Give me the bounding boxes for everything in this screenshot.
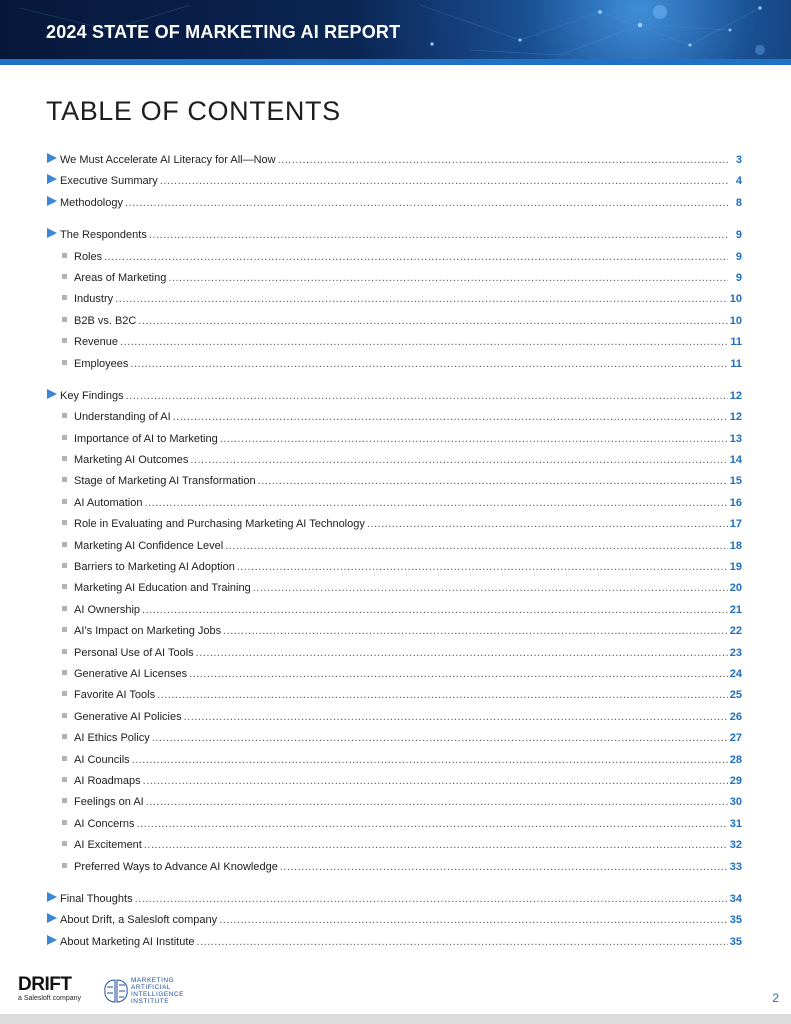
toc-page-number: 16	[729, 496, 742, 509]
toc-label: Areas of Marketing	[74, 271, 167, 284]
square-bullet-icon	[46, 357, 74, 367]
toc-label: Stage of Marketing AI Transformation	[74, 475, 256, 488]
dot-leader	[125, 193, 728, 214]
toc-label: Generative AI Policies	[74, 710, 182, 723]
toc-entry[interactable]	[46, 193, 742, 214]
page-title: TABLE OF CONTENTS	[46, 96, 341, 126]
toc-page-number: 9	[735, 250, 742, 263]
square-bullet-icon	[46, 453, 74, 463]
toc-subentry[interactable]	[46, 247, 742, 268]
drift-tagline: a Salesloft company	[18, 995, 82, 1002]
square-bullet-icon	[46, 292, 74, 302]
toc-subentry[interactable]	[46, 471, 742, 492]
toc-subentry[interactable]	[46, 728, 742, 749]
dot-leader	[146, 792, 728, 813]
dot-leader	[120, 332, 728, 353]
toc-subentry[interactable]	[46, 429, 742, 450]
toc-label: AI’s Impact on Marketing Jobs	[74, 625, 222, 638]
mai-logo-text: MARKETING ARTIFICIAL INTELLIGENCE INSTITUTE	[131, 977, 184, 1005]
dot-leader	[253, 578, 728, 599]
dot-leader	[173, 407, 728, 428]
toc-page-number: 19	[729, 561, 742, 574]
header-stripe	[0, 59, 791, 65]
toc-subentry[interactable]	[46, 792, 742, 813]
toc-page-number: 22	[729, 625, 742, 638]
dot-leader	[220, 429, 728, 450]
toc-subentry[interactable]	[46, 354, 742, 375]
square-bullet-icon	[46, 432, 74, 442]
dot-leader	[149, 225, 728, 246]
toc-label: Employees	[74, 357, 129, 370]
square-bullet-icon	[46, 603, 74, 613]
dot-leader	[130, 354, 728, 375]
toc-page-number: 23	[729, 646, 742, 659]
toc-label: Revenue	[74, 336, 119, 349]
toc-label: AI Ethics Policy	[74, 732, 150, 745]
dot-leader	[135, 889, 728, 910]
toc-subentry[interactable]	[46, 750, 742, 771]
toc-label: AI Automation	[74, 496, 143, 509]
toc-page-number: 30	[729, 796, 742, 809]
toc-page-number: 8	[735, 196, 742, 209]
toc-label: Marketing AI Confidence Level	[74, 539, 224, 552]
triangle-bullet-icon	[46, 174, 60, 184]
square-bullet-icon	[46, 474, 74, 484]
toc-label: AI Excitement	[74, 839, 142, 852]
toc-subentry[interactable]	[46, 332, 742, 353]
toc-subentry[interactable]	[46, 268, 742, 289]
toc-label: Understanding of AI	[74, 411, 171, 424]
toc-subentry[interactable]	[46, 600, 742, 621]
toc-page-number: 15	[729, 475, 742, 488]
square-bullet-icon	[46, 860, 74, 870]
toc-subentry[interactable]	[46, 557, 742, 578]
toc-label: Preferred Ways to Advance AI Knowledge	[74, 860, 278, 873]
toc-page-number: 10	[729, 293, 742, 306]
dot-leader	[258, 471, 728, 492]
triangle-bullet-icon	[46, 228, 60, 238]
toc-label: Importance of AI to Marketing	[74, 432, 218, 445]
toc-page-number: 11	[730, 336, 742, 349]
toc-page-number: 31	[729, 817, 742, 830]
toc-label: B2B vs. B2C	[74, 314, 137, 327]
dot-leader	[152, 728, 728, 749]
triangle-bullet-icon	[46, 153, 60, 163]
square-bullet-icon	[46, 710, 74, 720]
toc-subentry[interactable]	[46, 514, 742, 535]
square-bullet-icon	[46, 774, 74, 784]
toc-subentry[interactable]	[46, 621, 742, 642]
toc-subentry[interactable]	[46, 707, 742, 728]
toc-entry[interactable]	[46, 889, 742, 910]
square-bullet-icon	[46, 539, 74, 549]
toc-label: Roles	[74, 250, 103, 263]
dot-leader	[142, 600, 728, 621]
toc-label: Favorite AI Tools	[74, 689, 156, 702]
triangle-bullet-icon	[46, 196, 60, 206]
dot-leader	[197, 932, 728, 953]
toc-entry[interactable]	[46, 910, 742, 931]
dot-leader	[132, 750, 728, 771]
toc-label: AI Ownership	[74, 603, 141, 616]
dot-leader	[115, 289, 728, 310]
dot-leader	[143, 771, 728, 792]
toc-subentry[interactable]	[46, 664, 742, 685]
bottom-bar	[0, 1014, 791, 1024]
toc-label: Final Thoughts	[60, 892, 133, 905]
toc-label: The Respondents	[60, 229, 147, 242]
square-bullet-icon	[46, 838, 74, 848]
dot-leader	[168, 268, 728, 289]
toc-entry[interactable]	[46, 932, 742, 953]
toc-entry[interactable]	[46, 150, 742, 171]
triangle-bullet-icon	[46, 935, 60, 945]
drift-wordmark: DRIFT	[18, 974, 72, 995]
toc-page-number: 9	[735, 271, 742, 284]
table-of-contents	[46, 150, 742, 953]
toc-label: About Marketing AI Institute	[60, 935, 195, 948]
triangle-bullet-icon	[46, 913, 60, 923]
dot-leader	[144, 835, 728, 856]
toc-subentry[interactable]	[46, 771, 742, 792]
toc-page-number: 3	[735, 154, 742, 166]
square-bullet-icon	[46, 581, 74, 591]
toc-page-number: 26	[729, 710, 742, 723]
toc-page-number: 11	[730, 357, 742, 370]
toc-page-number: 18	[729, 539, 742, 552]
toc-page-number: 24	[729, 667, 742, 680]
toc-page-number: 34	[729, 892, 742, 905]
toc-label: AI Councils	[74, 753, 130, 766]
square-bullet-icon	[46, 688, 74, 698]
dot-leader	[237, 557, 728, 578]
toc-label: We Must Accelerate AI Literacy for All—Now	[60, 154, 276, 166]
triangle-bullet-icon	[46, 389, 60, 399]
toc-subentry[interactable]	[46, 814, 742, 835]
square-bullet-icon	[46, 410, 74, 420]
dot-leader	[225, 536, 728, 557]
square-bullet-icon	[46, 667, 74, 677]
toc-label: Key Findings	[60, 389, 124, 402]
dot-leader	[223, 621, 728, 642]
toc-label: Generative AI Licenses	[74, 667, 188, 680]
dot-leader	[184, 707, 728, 728]
toc-page-number: 29	[729, 774, 742, 787]
dot-leader	[196, 643, 728, 664]
toc-page-number: 17	[729, 518, 742, 531]
toc-page-number: 35	[729, 914, 742, 927]
dot-leader	[189, 664, 728, 685]
toc-entry[interactable]	[46, 225, 742, 246]
square-bullet-icon	[46, 624, 74, 634]
toc-label: Feelings on AI	[74, 796, 144, 809]
toc-label: Personal Use of AI Tools	[74, 646, 194, 659]
toc-subentry[interactable]	[46, 536, 742, 557]
dot-leader	[280, 857, 728, 878]
report-title: 2024 STATE OF MARKETING AI REPORT	[46, 22, 401, 42]
toc-label: Methodology	[60, 196, 123, 209]
toc-subentry[interactable]	[46, 578, 742, 599]
square-bullet-icon	[46, 517, 74, 527]
toc-page-number: 28	[729, 753, 742, 766]
toc-subentry[interactable]	[46, 407, 742, 428]
square-bullet-icon	[46, 795, 74, 805]
toc-subentry[interactable]	[46, 289, 742, 310]
toc-entry[interactable]	[46, 171, 742, 192]
dot-leader	[157, 685, 728, 706]
dot-leader	[278, 150, 728, 171]
header-banner	[0, 0, 791, 59]
toc-subentry[interactable]	[46, 857, 742, 878]
toc-page-number: 21	[729, 603, 742, 616]
drift-logo	[18, 976, 81, 1002]
toc-subentry[interactable]	[46, 643, 742, 664]
toc-subentry[interactable]	[46, 450, 742, 471]
dot-leader	[190, 450, 727, 471]
square-bullet-icon	[46, 250, 74, 260]
toc-page-number: 25	[729, 689, 742, 702]
page-number: 2	[772, 991, 779, 1005]
toc-page-number: 12	[729, 411, 742, 424]
square-bullet-icon	[46, 753, 74, 763]
toc-page-number: 27	[729, 732, 742, 745]
toc-page-number: 20	[729, 582, 742, 595]
square-bullet-icon	[46, 335, 74, 345]
triangle-bullet-icon	[46, 892, 60, 902]
toc-page-number: 4	[735, 175, 742, 188]
square-bullet-icon	[46, 314, 74, 324]
square-bullet-icon	[46, 271, 74, 281]
toc-page-number: 9	[735, 229, 742, 242]
square-bullet-icon	[46, 731, 74, 741]
toc-page-number: 33	[729, 860, 742, 873]
toc-page-number: 12	[729, 389, 742, 402]
toc-label: AI Roadmaps	[74, 774, 141, 787]
dot-leader	[137, 814, 728, 835]
toc-page-number: 14	[729, 454, 742, 467]
square-bullet-icon	[46, 817, 74, 827]
square-bullet-icon	[46, 496, 74, 506]
toc-entry[interactable]	[46, 386, 742, 407]
toc-label: Marketing AI Education and Training	[74, 582, 251, 595]
square-bullet-icon	[46, 560, 74, 570]
toc-label: Role in Evaluating and Purchasing Marketing AI Technology	[74, 518, 365, 531]
toc-subentry[interactable]	[46, 685, 742, 706]
toc-page-number: 10	[729, 314, 742, 327]
toc-label: Marketing AI Outcomes	[74, 454, 189, 467]
toc-page-number: 35	[729, 935, 742, 948]
dot-leader	[160, 171, 728, 192]
toc-subentry[interactable]	[46, 311, 742, 332]
toc-label: Executive Summary	[60, 175, 158, 188]
toc-page-number: 32	[729, 839, 742, 852]
dot-leader	[126, 386, 728, 407]
dot-leader	[138, 311, 727, 332]
toc-subentry[interactable]	[46, 493, 742, 514]
toc-subentry[interactable]	[46, 835, 742, 856]
dot-leader	[145, 493, 728, 514]
toc-label: About Drift, a Salesloft company	[60, 914, 218, 927]
toc-label: Barriers to Marketing AI Adoption	[74, 561, 235, 574]
toc-label: Industry	[74, 293, 114, 306]
toc-page-number: 13	[729, 432, 742, 445]
toc-label: AI Concerns	[74, 817, 135, 830]
square-bullet-icon	[46, 646, 74, 656]
dot-leader	[104, 247, 728, 268]
dot-leader	[367, 514, 728, 535]
dot-leader	[219, 910, 728, 931]
